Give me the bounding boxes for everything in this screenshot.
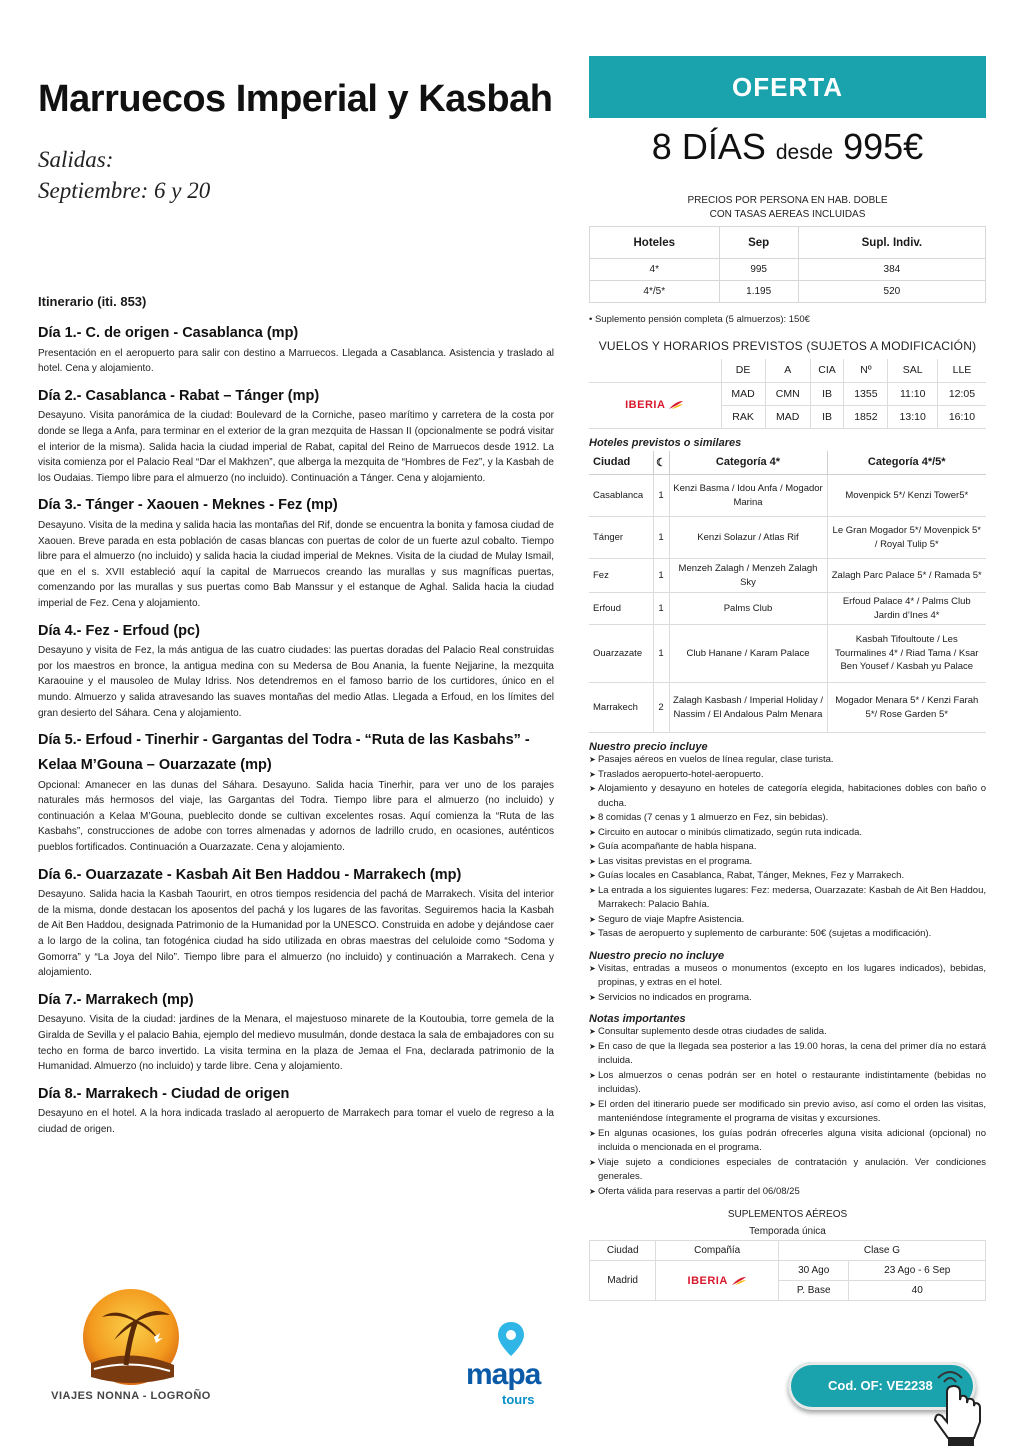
notas-list — [589, 1025, 986, 1199]
offer-price — [589, 126, 986, 184]
list-item: ➤ En caso de que la llegada sea posterior a las 19.00 horas, la cena del primer día no estará incluida. — [589, 1040, 986, 1069]
table-cell: Casablanca — [589, 475, 653, 517]
list-item: ➤ Traslados aeropuerto-hotel-aeropuerto. — [589, 768, 986, 783]
table-cell: Club Hanane / Karam Palace — [669, 625, 827, 683]
day-7 — [38, 988, 554, 1075]
list-item: ➤ Consultar suplemento desde otras ciudades de salida. — [589, 1025, 986, 1040]
hotels-title: Hoteles previstos o similares — [589, 436, 742, 449]
col-header: Ciudad — [589, 451, 653, 475]
table-cell: 384 — [798, 259, 985, 281]
list-item: ➤ En algunas ocasiones, los guías podrán ofrecerles alguna visita adicional (opcional) no incluida o mencionada en el programa. — [589, 1127, 986, 1156]
agency-name: VIAJES NONNA - LOGROÑO — [51, 1390, 211, 1402]
col-header: Categoría 4* — [669, 451, 827, 475]
col-header: Hoteles — [590, 227, 720, 259]
table-cell: 1 — [653, 559, 669, 593]
table-cell: Mogador Menara 5* / Kenzi Farah 5*/ Rose Garden 5* — [827, 683, 986, 733]
table-cell: Madrid — [590, 1261, 656, 1301]
table-row — [590, 259, 986, 281]
table-row — [589, 475, 986, 517]
list-item: ➤ Los almuerzos o cenas podrán ser en hotel o restaurante indistintamente (bebidas no incluidas). — [589, 1069, 986, 1098]
table-cell: Erfoud — [589, 593, 653, 625]
salidas-dates: Septiembre: 6 y 20 — [38, 177, 211, 203]
list-item: ➤ Pasajes aéreos en vuelos de línea regular, clase turista. — [589, 753, 986, 768]
itinerary — [38, 294, 554, 1145]
day-heading: Día 3.- Tánger - Xaouen - Meknes - Fez (mp) — [38, 497, 338, 514]
col-header: Compañía — [656, 1241, 778, 1261]
col-header: DE — [721, 359, 765, 382]
table-cell: RAK — [721, 405, 765, 428]
day-1 — [38, 321, 554, 377]
day-text: Desayuno. Salida hacia la Kasbah Taourirt, en otros tiempos residencia del pachá de Marrakech. Visita del interior de la misma, donde destacan los aposentos del pachá y los lugares de las favoritas. Seguiremos hacia la Kasbah de Ait Ben Haddou, designada Patrimonio de la Humanidad por la UNESCO. Construida en adobe y dejándose caer a lo largo de la colina, tan fotogénica ciudad ha sido utilizada en obras maestras del celuloide como “Sodoma y Gomorra” y “La Joya del Nilo”. Tiempo libre para el almuerzo (no incluido) y continuación a Marrakech. Cena y alojamiento. — [38, 889, 554, 979]
salidas-block — [38, 144, 554, 206]
table-cell: 11:10 — [888, 382, 937, 405]
list-item: ➤ Guía acompañante de habla hispana. — [589, 840, 986, 855]
list-item: ➤ Seguro de viaje Mapfre Asistencia. — [589, 913, 986, 928]
table-cell: 16:10 — [937, 405, 986, 428]
day-text: Desayuno en el hotel. A la hora indicada traslado al aeropuerto de Marrakech para tomar el vuelo de regreso a la ciudad de origen. — [38, 1108, 554, 1135]
table-cell: 2 — [653, 683, 669, 733]
table-cell: 12:05 — [937, 382, 986, 405]
day-6 — [38, 863, 554, 981]
salidas-label: Salidas: — [38, 146, 114, 172]
prices-header-line: PRECIOS POR PERSONA EN HAB. DOBLE — [687, 195, 888, 206]
day-text: Desayuno. Visita de la ciudad: jardines de la Menara, el majestuoso minarete de la Koutoubia, torre gemela de la Giralda de Sevilla y el palacio Bahia, ejemplo del medievo musulmán, donde destaca la sala de embajadores con su techo en forma de barco invertido. La visita termina en la plaza de Jemaa el Fna, declarada patrimonio de la Humanidad. Almuerzo (no incluido) y tarde libre. Cena y alojamiento. — [38, 1014, 554, 1073]
price-table — [589, 226, 986, 303]
prices-header-line: CON TASAS AEREAS INCLUIDAS — [709, 209, 866, 220]
left-header — [38, 78, 554, 206]
list-item: ➤ Tasas de aeropuerto y suplemento de carburante: 50€ (sujetas a modificación). — [589, 927, 986, 942]
table-cell: Marrakech — [589, 683, 653, 733]
col-header: LLE — [937, 359, 986, 382]
day-3 — [38, 493, 554, 611]
mapa-wordmark: mapa — [466, 1358, 541, 1391]
oferta-banner: OFERTA — [589, 56, 986, 118]
suplementos-title: SUPLEMENTOS AÉREOS — [727, 1209, 848, 1220]
day-heading: Día 5.- Erfoud - Tinerhir - Gargantas del Todra - “Ruta de las Kasbahs” - Kelaa M’Gouna – Ouarzazate (mp) — [38, 732, 530, 773]
day-text: Opcional: Amanecer en las dunas del Sáhara. Desayuno. Salida hacia Tinerhir, para ver uno de los parajes naturales más hermosos del viaje, las Gargantas del Todra. Tiempo libre para el almuerzo (no incluido) y continuación a Kelaa M’Gouna, pueblecito donde se cultivan excelentes rosas. Aquí comienza la “Ruta de las Kasbahs”, construcciones de adobe con torres almenadas y adornos de ladrillo crudo, en ocasiones, auténticos pueblos fortificados. Continuación a Ouarzazate. Cena y alojamiento. — [38, 779, 554, 853]
suplementos-table — [589, 1240, 986, 1301]
suplementos-subtitle: Temporada única — [749, 1226, 826, 1237]
list-item: ➤ La entrada a los siguientes lugares: Fez: medersa, Ouarzazate: Kasbah de Ait Ben Haddou, Marrakech: Palacio Bahía. — [589, 884, 986, 913]
table-cell: 4*/5* — [590, 281, 720, 303]
table-cell: Kasbah Tifoultoute / Les Tourmalines 4* / Riad Tama / Ksar Ben Yousef / Kasbah yu Palace — [827, 625, 986, 683]
list-item: ➤ Guías locales en Casablanca, Rabat, Tánger, Meknes, Fez y Marrakech. — [589, 869, 986, 884]
day-5 — [38, 728, 554, 855]
col-header: Categoría 4*/5* — [827, 451, 986, 475]
day-2 — [38, 384, 554, 487]
day-heading: Día 8.- Marrakech - Ciudad de origen — [38, 1085, 290, 1102]
table-cell: 1 — [653, 625, 669, 683]
itinerary-title: Itinerario (iti. 853) — [38, 294, 147, 309]
list-item: ➤ 8 comidas (7 cenas y 1 almuerzo en Fez, sin bebidas). — [589, 811, 986, 826]
iberia-wing-icon — [668, 400, 684, 410]
table-cell: Le Gran Mogador 5*/ Movenpick 5* / Royal Tulip 5* — [827, 517, 986, 559]
table-cell: 520 — [798, 281, 985, 303]
table-cell: IB — [810, 405, 844, 428]
table-cell: 1 — [653, 475, 669, 517]
day-text: Desayuno y visita de Fez, la más antigua de las cuatro ciudades: las puertas doradas del Palacio Real construidas por los maestros en bronce, la antigua medina con su Medersa de Bou Anania, la fuente Nejjarine, la mezquita Karaouine y el mausoleo de Mulay Idriss. Nos detendremos en el famoso barrio de los curtidores, único en el mundo. Almuerzo y salida atravesando las suaves montañas del medio Atlas. Llegada a Erfoud, en los límites del gran desierto del Sáhara. Cena y alojamiento. — [38, 645, 554, 719]
map-pin-icon — [496, 1320, 526, 1358]
table-cell: 1355 — [844, 382, 888, 405]
page-title: Marruecos Imperial y Kasbah — [38, 78, 553, 120]
col-header: CIA — [810, 359, 844, 382]
airline-name: IBERIA — [625, 399, 666, 411]
list-item: ➤ Oferta válida para reservas a partir del 06/08/25 — [589, 1185, 986, 1200]
table-cell: 1 — [653, 517, 669, 559]
table-row — [589, 593, 986, 625]
table-row — [589, 382, 986, 405]
prices-header — [589, 194, 986, 222]
flights-title: VUELOS Y HORARIOS PREVISTOS (SUJETOS A MODIFICACIÓN) — [598, 339, 977, 353]
col-header: A — [765, 359, 810, 382]
table-cell: MAD — [765, 405, 810, 428]
pointing-hand-icon — [930, 1370, 990, 1448]
pension-note: • Suplemento pensión completa (5 almuerzos): 150€ — [589, 314, 810, 325]
table-cell: 1 — [653, 593, 669, 625]
notas-title: Notas importantes — [589, 1013, 686, 1025]
col-header: Supl. Indiv. — [798, 227, 985, 259]
list-item: ➤ Circuito en autocar o minibús climatizado, según ruta indicada. — [589, 826, 986, 841]
day-heading: Día 1.- C. de origen - Casablanca (mp) — [38, 325, 299, 341]
day-heading: Día 7.- Marrakech (mp) — [38, 991, 194, 1008]
day-8 — [38, 1082, 554, 1138]
col-header: SAL — [888, 359, 937, 382]
tours-wordmark: tours — [502, 1392, 535, 1407]
table-cell: Movenpick 5*/ Kenzi Tower5* — [827, 475, 986, 517]
table-cell: Kenzi Solazur / Atlas Rif — [669, 517, 827, 559]
list-item: ➤ Visitas, entradas a museos o monumentos (excepto en los lugares indicados), bebidas, propinas, y extras en el hotel. — [589, 962, 986, 991]
table-cell: P. Base — [778, 1281, 849, 1301]
blank-cell — [589, 359, 721, 382]
table-cell: Fez — [589, 559, 653, 593]
mapa-tours-logo — [462, 1320, 562, 1415]
incluye-list — [589, 753, 986, 942]
table-cell: 1.195 — [719, 281, 798, 303]
agency-logo — [36, 1285, 226, 1410]
table-cell: Erfoud Palace 4* / Palms Club Jardin d’Ines 4* — [827, 593, 986, 625]
table-cell: Ouarzazate — [589, 625, 653, 683]
hotels-table — [589, 451, 986, 734]
table-cell: Tánger — [589, 517, 653, 559]
table-cell: 23 Ago - 6 Sep — [849, 1261, 986, 1281]
day-heading: Día 6.- Ouarzazate - Kasbah Ait Ben Haddou - Marrakech (mp) — [38, 866, 462, 883]
offer-desde: desde — [775, 141, 834, 164]
table-row — [589, 625, 986, 683]
table-cell: 40 — [849, 1281, 986, 1301]
table-cell: 4* — [590, 259, 720, 281]
table-cell: Palms Club — [669, 593, 827, 625]
day-text: Desayuno. Visita de la medina y salida hacia las montañas del Rif, donde se encuentra la bonita y famosa ciudad de Xaouen. Breve parada en esta población de casas blancas con puertas de color de un fuerte azul cobalto. Tiempo libre para el almuerzo (no incluido) y salida hacia la ciudad imperial de Meknes. Visita de la ciudad de Mulay Ismail, que en el s. XVII estableció aquí la capital de Marruecos creando las murallas y sus magníficas puertas, comenzando por las murallas y sus puertas como Bab Manssur y el estanque de Aghal. Salida hacia la ciudad imperial de Fez. Cena y alojamiento. — [38, 520, 554, 610]
table-row — [589, 559, 986, 593]
airline-name: IBERIA — [687, 1274, 728, 1287]
table-cell: 30 Ago — [778, 1261, 849, 1281]
table-cell: Zalagh Parc Palace 5* / Ramada 5* — [827, 559, 986, 593]
airline-logo — [656, 1261, 778, 1301]
list-item: ➤ Las visitas previstas en el programa. — [589, 855, 986, 870]
table-cell: Zalagh Kasbash / Imperial Holiday / Nassim / El Andalous Palm Menara — [669, 683, 827, 733]
day-text: Presentación en el aeropuerto para salir con destino a Marruecos. Llegada a Casablanca. Asistencia y traslado al hotel. Cena y alojamiento. — [38, 347, 554, 375]
flights-table — [589, 359, 986, 429]
table-row — [589, 683, 986, 733]
table-row — [590, 1261, 986, 1281]
iberia-wing-icon — [731, 1276, 747, 1286]
day-4 — [38, 619, 554, 722]
table-cell: CMN — [765, 382, 810, 405]
col-header: Nº — [844, 359, 888, 382]
right-column — [589, 56, 986, 1301]
offer-amount: 995€ — [843, 126, 924, 167]
table-row — [589, 517, 986, 559]
list-item: ➤ El orden del itinerario puede ser modificado sin previo aviso, así como el orden las visitas, manteniéndose íntegramente el programa de visitas y excursiones. — [589, 1098, 986, 1127]
table-cell: 995 — [719, 259, 798, 281]
offer-days: 8 DÍAS — [651, 126, 766, 167]
table-cell: 13:10 — [888, 405, 937, 428]
col-header: Sep — [719, 227, 798, 259]
table-cell: Menzeh Zalagh / Menzeh Zalagh Sky — [669, 559, 827, 593]
palm-beach-icon — [36, 1285, 226, 1390]
table-cell: IB — [810, 382, 844, 405]
table-cell: 1852 — [844, 405, 888, 428]
col-header: Clase G — [778, 1241, 985, 1261]
day-heading: Día 4.- Fez - Erfoud (pc) — [38, 622, 200, 639]
table-cell: Kenzi Basma / Idou Anfa / Mogador Marina — [669, 475, 827, 517]
no-incluye-list — [589, 962, 986, 1006]
incluye-title: Nuestro precio incluye — [589, 741, 708, 753]
no-incluye-title: Nuestro precio no incluye — [589, 949, 725, 962]
list-item: ➤ Servicios no indicados en programa. — [589, 991, 986, 1006]
list-item: ➤ Alojamiento y desayuno en hoteles de categoría elegida, habitaciones dobles con baño o ducha. — [589, 782, 986, 811]
table-row — [590, 281, 986, 303]
table-cell: MAD — [721, 382, 765, 405]
list-item: ➤ Viaje sujeto a condiciones especiales de contratación y anulación. Ver condiciones generales. — [589, 1156, 986, 1185]
col-header: Ciudad — [590, 1241, 656, 1261]
day-heading: Día 2.- Casablanca - Rabat – Tánger (mp) — [38, 387, 320, 404]
day-text: Desayuno. Visita panorámica de la ciudad: Boulevard de la Corniche, paseo marítimo y carretera de la costa por donde se llega a Anfa, para terminar en el exterior de la gran mezquita de Hassan II (opcionalmente se podrá visitar el interior de la misma). Salida hacia la ciudad imperial de Rabat, capital del Reino de Marruecos desde 1912. La visita comienza por el Palacio Real “Dar el Makhzen”, que alberga la mezquita de “Hombres de Fez”, y la Kasbah de los Oudaias. Tiempo libre para el almuerzo (no incluido). Continuación a Tánger. Cena y alojamiento. — [38, 410, 554, 484]
offer-code-button[interactable]: Cod. OF: VE2238 — [788, 1362, 976, 1410]
airline-logo — [589, 382, 721, 428]
nights-icon: ☾ — [653, 451, 669, 475]
